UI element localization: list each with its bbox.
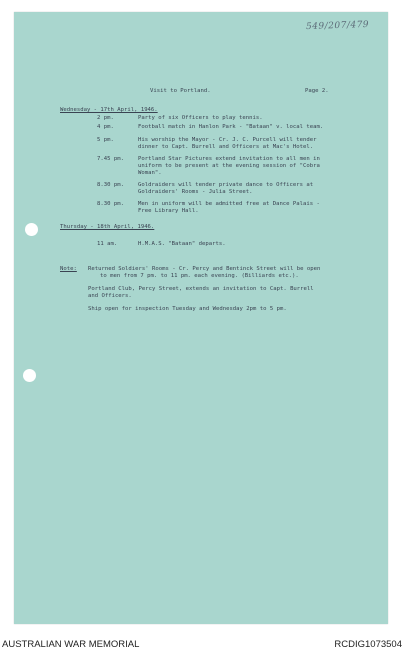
document-page [14,12,388,624]
handwritten-reference: 549/207/479 [305,19,370,33]
note-text: Ship open for inspection Tuesday and Wednesday 2pm to 5 pm. [88,306,287,312]
event-text: uniform to be present at the evening session of "Cobra [138,163,320,169]
event-text: Goldraiders' Rooms - Julia Street. [138,189,253,195]
event-time: 11 am. [97,241,118,247]
day-heading: Thursday - 18th April, 1946. [60,224,155,230]
note-text: Returned Soldiers' Rooms - Cr. Percy and Bentinck Street will be open [88,266,321,272]
punch-hole [23,369,36,382]
event-text: Portland Star Pictures extend invitation to all men in [138,156,320,162]
event-time: 5 pm. [97,137,114,143]
document-title: Visit to Portland. [150,88,211,94]
note-text: Portland Club, Percy Street, extends an invitation to Capt. Burrell [88,286,314,292]
note-text: to men from 7 pm. to 11 pm. each evening. (Billiards etc.). [100,273,299,279]
punch-hole [25,223,38,236]
event-text: Men in uniform will be admitted free at Dance Palais - [138,201,320,207]
event-text: Free Library Hall. [138,208,199,214]
event-time: 8.30 pm. [97,182,124,188]
event-time: 4 pm. [97,124,114,130]
page-number: Page 2. [305,88,329,94]
event-text: Football match in Hanlon Park - "Bataan" v. local team. [138,124,324,130]
event-text: Woman". [138,170,162,176]
footer-credit: AUSTRALIAN WAR MEMORIAL [2,639,140,650]
event-text: dinner to Capt. Burrell and Officers at Mac's Hotel. [138,144,314,150]
footer-id: RCDIG1073504 [334,639,402,650]
event-time: 2 pm. [97,115,114,121]
event-text: Party of six Officers to play tennis. [138,115,263,121]
event-text: His worship the Mayor - Cr. J. C. Purcell will tender [138,137,317,143]
archive-footer [0,636,405,653]
note-text: and Officers. [88,293,132,299]
event-text: H.M.A.S. "Bataan" departs. [138,241,226,247]
note-label: Note: [60,266,77,272]
day-heading: Wednesday - 17th April, 1946. [60,107,158,113]
event-time: 7.45 pm. [97,156,124,162]
event-text: Goldraiders will tender private dance to Officers at [138,182,314,188]
event-time: 8.30 pm. [97,201,124,207]
